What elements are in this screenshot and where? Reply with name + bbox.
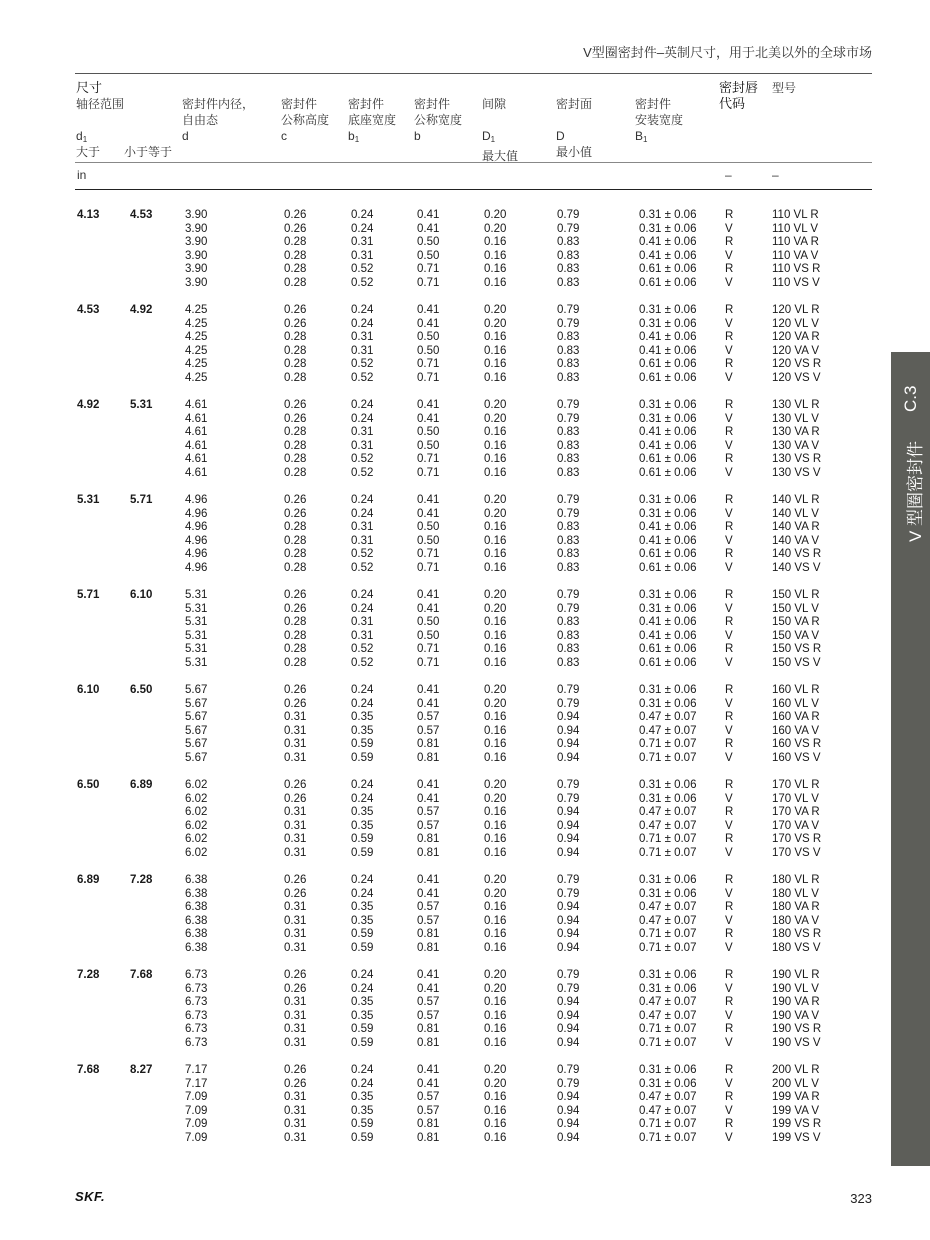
- cell-lip-code: R V R V R V: [725, 874, 734, 954]
- cell-bore: 6.38 6.38 6.38 6.38 6.38 6.38: [185, 874, 208, 954]
- page-number: 323: [850, 1191, 872, 1206]
- cell-incl: 7.68: [130, 969, 153, 981]
- cell-installed-width: 0.31 ± 0.06 0.31 ± 0.06 0.41 ± 0.06 0.41 ± 0.06 0.61 ± 0.06 0.61 ± 0.06: [639, 209, 697, 289]
- cell-bore: 5.67 5.67 5.67 5.67 5.67 5.67: [185, 684, 208, 764]
- running-head: V型圈密封件–英制尺寸，用于北美以外的全球市场: [583, 45, 872, 60]
- cell-counterface: 0.79 0.79 0.83 0.83 0.83 0.83: [557, 399, 580, 479]
- header-over: 大于: [76, 145, 101, 159]
- cell-gap: 0.20 0.20 0.16 0.16 0.16 0.16: [484, 399, 507, 479]
- cell-over: 6.89: [77, 874, 100, 886]
- cell-bore: 6.73 6.73 6.73 6.73 6.73 6.73: [185, 969, 208, 1049]
- cell-over: 4.92: [77, 399, 100, 411]
- header-gap: 间隙 $D_1$ 最大值: [482, 97, 519, 163]
- table-header-rule: [75, 162, 872, 163]
- cell-bore: 6.02 6.02 6.02 6.02 6.02 6.02: [185, 779, 208, 859]
- cell-incl: 5.31: [130, 399, 153, 411]
- cell-incl: 6.50: [130, 684, 153, 696]
- cell-lip-code: R V R V R V: [725, 209, 734, 289]
- header-counterface: 密封面 D 最小值: [556, 97, 593, 159]
- cell-over: 6.50: [77, 779, 100, 791]
- header-size: 尺寸: [76, 80, 103, 95]
- cell-incl: 6.10: [130, 589, 153, 601]
- cell-gap: 0.20 0.20 0.16 0.16 0.16 0.16: [484, 209, 507, 289]
- cell-over: 6.10: [77, 684, 100, 696]
- cell-over: 4.53: [77, 304, 100, 316]
- cell-base-width: 0.24 0.24 0.31 0.31 0.52 0.52: [351, 494, 374, 574]
- cell-lip-code: R V R V R V: [725, 494, 734, 574]
- cell-height: 0.26 0.26 0.31 0.31 0.31 0.31: [284, 684, 307, 764]
- header-height: 密封件 公称高度 c: [281, 97, 330, 143]
- cell-installed-width: 0.31 ± 0.06 0.31 ± 0.06 0.41 ± 0.06 0.41 ± 0.06 0.61 ± 0.06 0.61 ± 0.06: [639, 304, 697, 384]
- lip-unit-dash: –: [725, 168, 732, 182]
- cell-over: 7.68: [77, 1064, 100, 1076]
- cell-designation: 160 VL R 160 VL V 160 VA R 160 VA V 160 VS R 160 VS V: [772, 684, 822, 764]
- cell-incl: 5.71: [130, 494, 153, 506]
- cell-gap: 0.20 0.20 0.16 0.16 0.16 0.16: [484, 684, 507, 764]
- cell-incl: 6.89: [130, 779, 153, 791]
- cell-incl: 4.92: [130, 304, 153, 316]
- cell-height: 0.26 0.26 0.28 0.28 0.28 0.28: [284, 589, 307, 669]
- header-installed-width: 密封件 安装宽度 $B_1$: [635, 97, 684, 144]
- cell-counterface: 0.79 0.79 0.83 0.83 0.83 0.83: [557, 304, 580, 384]
- cell-counterface: 0.79 0.79 0.83 0.83 0.83 0.83: [557, 589, 580, 669]
- cell-width: 0.41 0.41 0.57 0.57 0.81 0.81: [417, 874, 440, 954]
- header-bore: 密封件内径， 自由态 d: [182, 97, 255, 143]
- cell-gap: 0.20 0.20 0.16 0.16 0.16 0.16: [484, 779, 507, 859]
- cell-bore: 3.90 3.90 3.90 3.90 3.90 3.90: [185, 209, 208, 289]
- header-shaft-range: 轴径范围: [76, 97, 125, 111]
- cell-width: 0.41 0.41 0.50 0.50 0.71 0.71: [417, 494, 440, 574]
- cell-counterface: 0.79 0.79 0.94 0.94 0.94 0.94: [557, 874, 580, 954]
- cell-base-width: 0.24 0.24 0.31 0.31 0.52 0.52: [351, 399, 374, 479]
- cell-gap: 0.20 0.20 0.16 0.16 0.16 0.16: [484, 304, 507, 384]
- cell-installed-width: 0.31 ± 0.06 0.31 ± 0.06 0.41 ± 0.06 0.41 ± 0.06 0.61 ± 0.06 0.61 ± 0.06: [639, 589, 697, 669]
- side-tab-title: V 型圈密封件: [906, 440, 925, 542]
- cell-designation: 120 VL R 120 VL V 120 VA R 120 VA V 120 VS R 120 VS V: [772, 304, 822, 384]
- cell-over: 7.28: [77, 969, 100, 981]
- cell-installed-width: 0.31 ± 0.06 0.31 ± 0.06 0.47 ± 0.07 0.47 ± 0.07 0.71 ± 0.07 0.71 ± 0.07: [639, 1064, 697, 1144]
- cell-width: 0.41 0.41 0.57 0.57 0.81 0.81: [417, 1064, 440, 1144]
- cell-gap: 0.20 0.20 0.16 0.16 0.16 0.16: [484, 494, 507, 574]
- cell-counterface: 0.79 0.79 0.83 0.83 0.83 0.83: [557, 209, 580, 289]
- cell-lip-code: R V R V R V: [725, 304, 734, 384]
- units-label: in: [77, 168, 87, 182]
- cell-base-width: 0.24 0.24 0.35 0.35 0.59 0.59: [351, 1064, 374, 1144]
- cell-width: 0.41 0.41 0.50 0.50 0.71 0.71: [417, 304, 440, 384]
- cell-bore: 5.31 5.31 5.31 5.31 5.31 5.31: [185, 589, 208, 669]
- cell-bore: 4.25 4.25 4.25 4.25 4.25 4.25: [185, 304, 208, 384]
- cell-designation: 170 VL R 170 VL V 170 VA R 170 VA V 170 VS R 170 VS V: [772, 779, 822, 859]
- table-top-rule: [75, 73, 872, 74]
- header-d1: $d_1$: [76, 129, 88, 144]
- cell-designation: 190 VL R 190 VL V 190 VA R 190 VA V 190 VS R 190 VS V: [772, 969, 822, 1049]
- cell-installed-width: 0.31 ± 0.06 0.31 ± 0.06 0.47 ± 0.07 0.47 ± 0.07 0.71 ± 0.07 0.71 ± 0.07: [639, 684, 697, 764]
- cell-lip-code: R V R V R V: [725, 589, 734, 669]
- cell-width: 0.41 0.41 0.50 0.50 0.71 0.71: [417, 209, 440, 289]
- cell-designation: 110 VL R 110 VL V 110 VA R 110 VA V 110 VS R 110 VS V: [772, 209, 821, 289]
- cell-designation: 150 VL R 150 VL V 150 VA R 150 VA V 150 VS R 150 VS V: [772, 589, 822, 669]
- cell-height: 0.26 0.26 0.31 0.31 0.31 0.31: [284, 1064, 307, 1144]
- cell-height: 0.26 0.26 0.28 0.28 0.28 0.28: [284, 304, 307, 384]
- cell-base-width: 0.24 0.24 0.35 0.35 0.59 0.59: [351, 874, 374, 954]
- cell-lip-code: R V R V R V: [725, 684, 734, 764]
- cell-height: 0.26 0.26 0.28 0.28 0.28 0.28: [284, 209, 307, 289]
- cell-incl: 8.27: [130, 1064, 153, 1076]
- cell-width: 0.41 0.41 0.50 0.50 0.71 0.71: [417, 399, 440, 479]
- cell-incl: 7.28: [130, 874, 153, 886]
- skf-logo: SKF.: [75, 1189, 106, 1204]
- cell-installed-width: 0.31 ± 0.06 0.31 ± 0.06 0.41 ± 0.06 0.41 ± 0.06 0.61 ± 0.06 0.61 ± 0.06: [639, 494, 697, 574]
- cell-counterface: 0.79 0.79 0.94 0.94 0.94 0.94: [557, 969, 580, 1049]
- cell-width: 0.41 0.41 0.57 0.57 0.81 0.81: [417, 969, 440, 1049]
- cell-installed-width: 0.31 ± 0.06 0.31 ± 0.06 0.47 ± 0.07 0.47 ± 0.07 0.71 ± 0.07 0.71 ± 0.07: [639, 874, 697, 954]
- cell-gap: 0.20 0.20 0.16 0.16 0.16 0.16: [484, 589, 507, 669]
- cell-over: 4.13: [77, 209, 100, 221]
- cell-height: 0.26 0.26 0.31 0.31 0.31 0.31: [284, 779, 307, 859]
- header-incl: 小于等于: [124, 145, 173, 159]
- cell-height: 0.26 0.26 0.31 0.31 0.31 0.31: [284, 969, 307, 1049]
- cell-lip-code: R V R V R V: [725, 779, 734, 859]
- cell-height: 0.26 0.26 0.31 0.31 0.31 0.31: [284, 874, 307, 954]
- header-width: 密封件 公称宽度 b: [414, 97, 463, 143]
- cell-width: 0.41 0.41 0.50 0.50 0.71 0.71: [417, 589, 440, 669]
- cell-designation: 140 VL R 140 VL V 140 VA R 140 VA V 140 VS R 140 VS V: [772, 494, 822, 574]
- cell-over: 5.31: [77, 494, 100, 506]
- cell-counterface: 0.79 0.79 0.94 0.94 0.94 0.94: [557, 1064, 580, 1144]
- cell-counterface: 0.79 0.79 0.94 0.94 0.94 0.94: [557, 779, 580, 859]
- section-side-tab[interactable]: [891, 352, 930, 1166]
- cell-installed-width: 0.31 ± 0.06 0.31 ± 0.06 0.47 ± 0.07 0.47 ± 0.07 0.71 ± 0.07 0.71 ± 0.07: [639, 779, 697, 859]
- cell-height: 0.26 0.26 0.28 0.28 0.28 0.28: [284, 494, 307, 574]
- cell-base-width: 0.24 0.24 0.31 0.31 0.52 0.52: [351, 209, 374, 289]
- table-body-rule: [75, 189, 872, 190]
- cell-gap: 0.20 0.20 0.16 0.16 0.16 0.16: [484, 969, 507, 1049]
- designation-unit-dash: –: [772, 168, 779, 182]
- side-tab-section: C.3: [901, 385, 920, 412]
- cell-designation: 180 VL R 180 VL V 180 VA R 180 VA V 180 VS R 180 VS V: [772, 874, 822, 954]
- cell-bore: 7.17 7.17 7.09 7.09 7.09 7.09: [185, 1064, 208, 1144]
- cell-bore: 4.96 4.96 4.96 4.96 4.96 4.96: [185, 494, 208, 574]
- cell-installed-width: 0.31 ± 0.06 0.31 ± 0.06 0.47 ± 0.07 0.47 ± 0.07 0.71 ± 0.07 0.71 ± 0.07: [639, 969, 697, 1049]
- cell-height: 0.26 0.26 0.28 0.28 0.28 0.28: [284, 399, 307, 479]
- cell-base-width: 0.24 0.24 0.31 0.31 0.52 0.52: [351, 304, 374, 384]
- cell-lip-code: R V R V R V: [725, 969, 734, 1049]
- cell-width: 0.41 0.41 0.57 0.57 0.81 0.81: [417, 779, 440, 859]
- header-lip-code: 密封唇 代码: [719, 80, 759, 111]
- cell-base-width: 0.24 0.24 0.35 0.35 0.59 0.59: [351, 684, 374, 764]
- cell-over: 5.71: [77, 589, 100, 601]
- cell-lip-code: R V R V R V: [725, 1064, 734, 1144]
- cell-installed-width: 0.31 ± 0.06 0.31 ± 0.06 0.41 ± 0.06 0.41 ± 0.06 0.61 ± 0.06 0.61 ± 0.06: [639, 399, 697, 479]
- cell-gap: 0.20 0.20 0.16 0.16 0.16 0.16: [484, 874, 507, 954]
- cell-gap: 0.20 0.20 0.16 0.16 0.16 0.16: [484, 1064, 507, 1144]
- cell-width: 0.41 0.41 0.57 0.57 0.81 0.81: [417, 684, 440, 764]
- cell-counterface: 0.79 0.79 0.94 0.94 0.94 0.94: [557, 684, 580, 764]
- header-designation: 型号: [772, 81, 797, 95]
- cell-incl: 4.53: [130, 209, 153, 221]
- cell-base-width: 0.24 0.24 0.31 0.31 0.52 0.52: [351, 589, 374, 669]
- header-base-width: 密封件 底座宽度 $b_1$: [348, 97, 397, 144]
- cell-bore: 4.61 4.61 4.61 4.61 4.61 4.61: [185, 399, 208, 479]
- cell-designation: 200 VL R 200 VL V 199 VA R 199 VA V 199 VS R 199 VS V: [772, 1064, 822, 1144]
- cell-base-width: 0.24 0.24 0.35 0.35 0.59 0.59: [351, 779, 374, 859]
- cell-base-width: 0.24 0.24 0.35 0.35 0.59 0.59: [351, 969, 374, 1049]
- cell-designation: 130 VL R 130 VL V 130 VA R 130 VA V 130 VS R 130 VS V: [772, 399, 822, 479]
- cell-lip-code: R V R V R V: [725, 399, 734, 479]
- cell-counterface: 0.79 0.79 0.83 0.83 0.83 0.83: [557, 494, 580, 574]
